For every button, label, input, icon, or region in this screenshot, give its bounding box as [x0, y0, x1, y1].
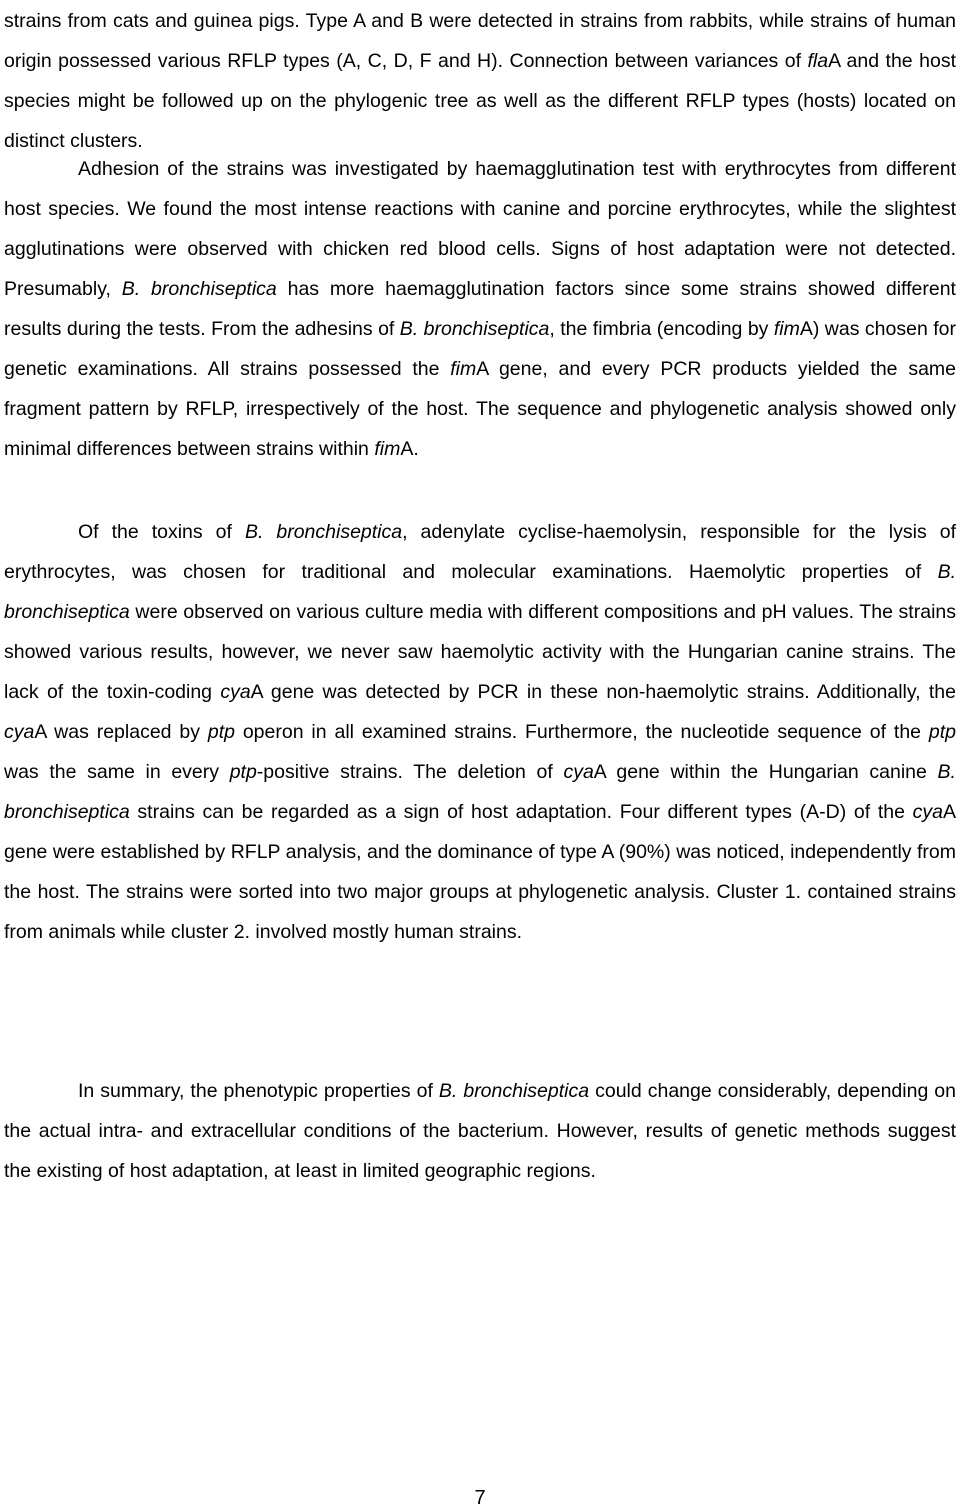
italic-term: B. bronchiseptica [4, 561, 956, 623]
italic-term: ptp [229, 761, 257, 783]
paragraph-toxins [4, 512, 956, 952]
italic-term: B. bronchiseptica [121, 278, 277, 300]
italic-term: B. bronchiseptica [438, 1080, 590, 1102]
paragraph-summary [4, 1071, 956, 1191]
italic-term: fla [807, 50, 829, 72]
text-run: A) was chosen for genetic examinations. All strains possessed the [4, 318, 956, 380]
text-run: A gene within the Hungarian canine [593, 761, 938, 783]
italic-term: fim [374, 438, 401, 460]
text-run: has more haemagglutination factors since some strains showed different results during the tests. From the adhesins of [4, 278, 956, 340]
paragraph-strain-origins [4, 1, 956, 161]
italic-term: fim [773, 318, 800, 340]
text-run: Adhesion of the strains was investigated by haemagglutination test with erythrocytes from different host species. We found the most intense reactions with canine and porcine erythrocytes, while the slightest agglutinations were observed with chicken red blood cells. Signs of host adaptation were not detected. Presumably, [4, 158, 956, 300]
italic-term: cya [563, 761, 594, 783]
italic-term: ptp [207, 721, 235, 743]
text-run: A and the host species might be followed up on the phylogenic tree as well as the different RFLP types (hosts) located on distinct clusters. [4, 50, 956, 152]
italic-term: B. bronchiseptica [399, 318, 550, 340]
text-run: A was replaced by [34, 721, 208, 743]
italic-term: ptp [928, 721, 956, 743]
text-run: A. [400, 438, 419, 460]
paragraph-adhesion [4, 149, 956, 469]
text-run: strains can be regarded as a sign of host adaptation. Four different types (A-D) of the [129, 801, 913, 823]
italic-term: fim [450, 358, 477, 380]
text-run: A gene, and every PCR products yielded the same fragment pattern by RFLP, irrespectively of the host. The sequence and phylogenetic analysis showed only minimal differences between strains within [4, 358, 956, 460]
text-run: , adenylate cyclise-haemolysin, responsible for the lysis of erythrocytes, was chosen for traditional and molecular examinations. Haemolytic properties of [4, 521, 956, 583]
text-run: Of the toxins of [78, 521, 245, 543]
italic-term: B. bronchiseptica [244, 521, 403, 543]
text-run: were observed on various culture media with different compositions and pH values. The strains showed various results, however, we never saw haemolytic activity with the Hungarian canine strains. The lack of the toxin-coding [4, 601, 956, 703]
text-run: was the same in every [4, 761, 230, 783]
italic-term: B. bronchiseptica [4, 761, 956, 823]
text-run: could change considerably, depending on the actual intra- and extracellular conditions of the bacterium. However, results of genetic methods suggest the existing of host adaptation, at least in limited geographic regions. [4, 1080, 956, 1182]
text-run: , the fimbria (encoding by [549, 318, 774, 340]
text-run: operon in all examined strains. Furthermore, the nucleotide sequence of the [234, 721, 929, 743]
text-run: In summary, the phenotypic properties of [78, 1080, 439, 1102]
text-run: A gene was detected by PCR in these non-haemolytic strains. Additionally, the [250, 681, 956, 703]
page-number: 7 [474, 1487, 486, 1509]
italic-term: cya [912, 801, 943, 823]
text-run: -positive strains. The deletion of [256, 761, 564, 783]
italic-term: cya [220, 681, 251, 703]
italic-term: cya [4, 721, 35, 743]
text-run: A gene were established by RFLP analysis, and the dominance of type A (90%) was noticed, independently from the host. The strains were sorted into two major groups at phylogenetic analysis. Cluster 1. contained strains from animals while cluster 2. involved mostly human strains. [4, 801, 956, 943]
text-run: strains from cats and guinea pigs. Type A and B were detected in strains from rabbits, while strains of human origin possessed various RFLP types (A, C, D, F and H). Connection between variances of [4, 10, 956, 72]
